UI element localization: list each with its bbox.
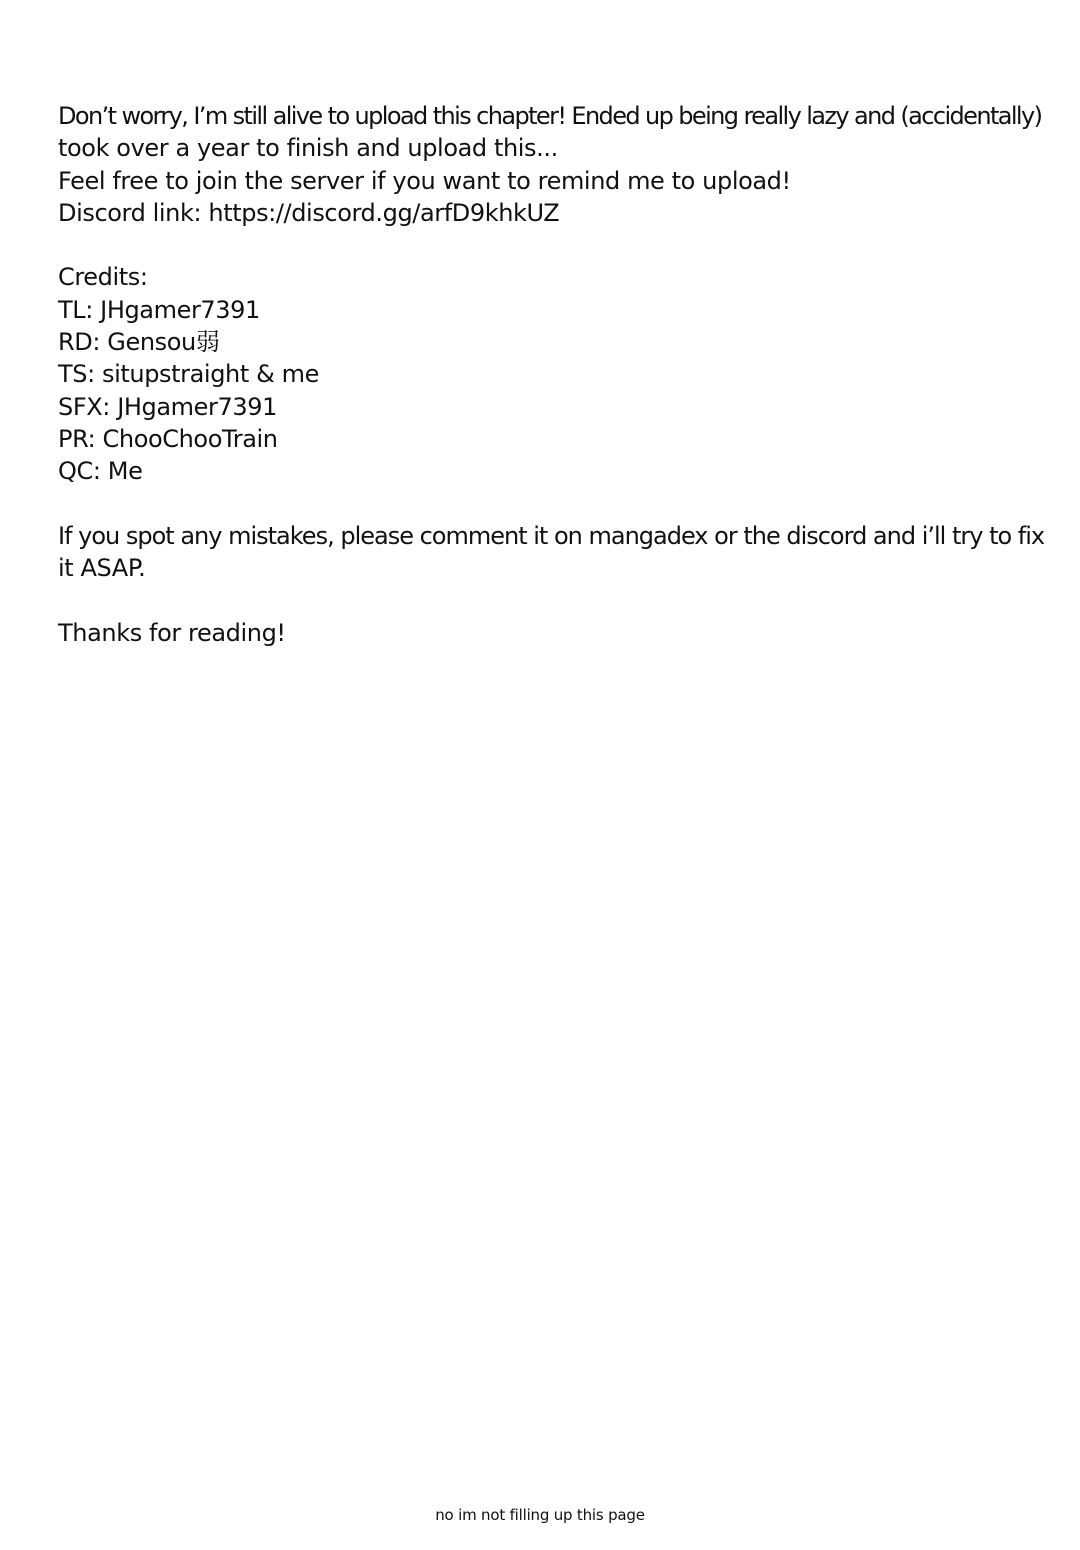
credit-item: TL: JHgamer7391 — [58, 295, 260, 324]
intro-line: Feel free to join the server if you want to remind me to upload! — [58, 166, 791, 195]
credit-item: RD: Gensou弱 — [58, 328, 220, 357]
mistakes-line: If you spot any mistakes, please comment it on mangadex or the discord and i’ll try to fix — [58, 521, 1045, 550]
credits-section — [58, 261, 1048, 487]
intro-paragraph — [58, 100, 1048, 229]
credit-item: TS: situpstraight & me — [58, 360, 319, 389]
credits-heading: Credits: — [58, 263, 148, 292]
mistakes-line: it ASAP. — [58, 554, 146, 583]
thanks-text: Thanks for reading! — [58, 618, 286, 647]
discord-link-line: Discord link: https://discord.gg/arfD9khkUZ — [58, 198, 560, 227]
page-footer-note: no im not filling up this page — [435, 1506, 645, 1524]
mistakes-paragraph — [58, 520, 1048, 585]
thanks-paragraph — [58, 617, 1048, 649]
intro-line: Don’t worry, I’m still alive to upload this chapter! Ended up being really lazy and (accidentally) — [58, 102, 1042, 130]
page-content — [58, 100, 1048, 681]
intro-line: took over a year to finish and upload this... — [58, 134, 558, 163]
credit-item: SFX: JHgamer7391 — [58, 392, 277, 421]
credit-item: PR: ChooChooTrain — [58, 424, 278, 453]
credit-item: QC: Me — [58, 457, 143, 486]
